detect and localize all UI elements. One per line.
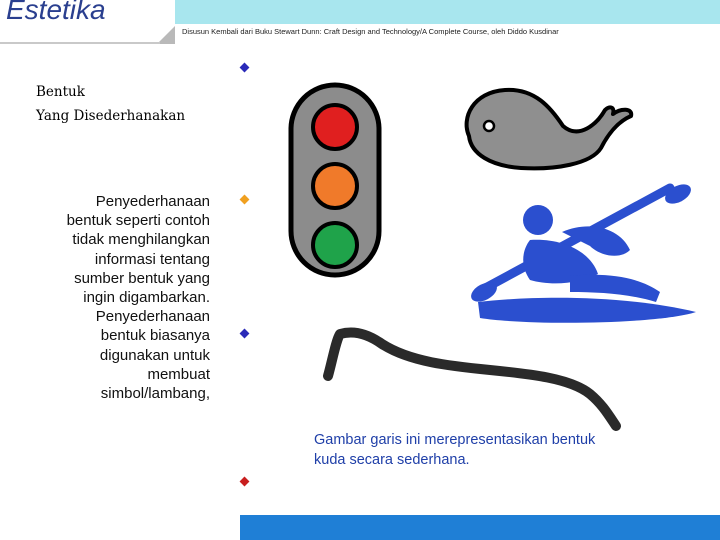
header-subtitle: Disusun Kembali dari Buku Stewart Dunn: Craft Design and Technology/A Complete Course, oleh Diddo Kusdinar (182, 27, 559, 36)
header-divider (0, 42, 160, 44)
horse-line-icon (320, 310, 630, 440)
app-logo (0, 0, 175, 44)
whale-icon (455, 78, 645, 178)
logo-corner-decoration (157, 26, 177, 46)
slide-heading-line-1: Bentuk (36, 84, 85, 100)
image-caption: Gambar garis ini merepresentasikan bentuk kuda secara sederhana. (314, 432, 596, 468)
bullet-diamond-4 (240, 477, 250, 487)
traffic-light-icon (288, 82, 388, 282)
footer-bar (240, 515, 720, 540)
app-title: Estetika (6, 0, 106, 25)
bullet-diamond-1 (240, 63, 250, 73)
slide-heading-line-2: Yang Disederhanakan (36, 108, 186, 124)
bullet-diamond-3 (240, 329, 250, 339)
body-paragraph: Penyederhanaan bentuk seperti contoh tidak menghilangkan informasi tentang sumber bentuk yang ingin digambarkan. Penyederhanaan bentuk biasanya digunakan untuk membuat simbol/lambang, (66, 193, 210, 403)
slide-heading (36, 80, 185, 128)
bullet-diamond-2 (240, 195, 250, 205)
kayaker-icon (470, 180, 700, 330)
header-bar (175, 0, 720, 24)
